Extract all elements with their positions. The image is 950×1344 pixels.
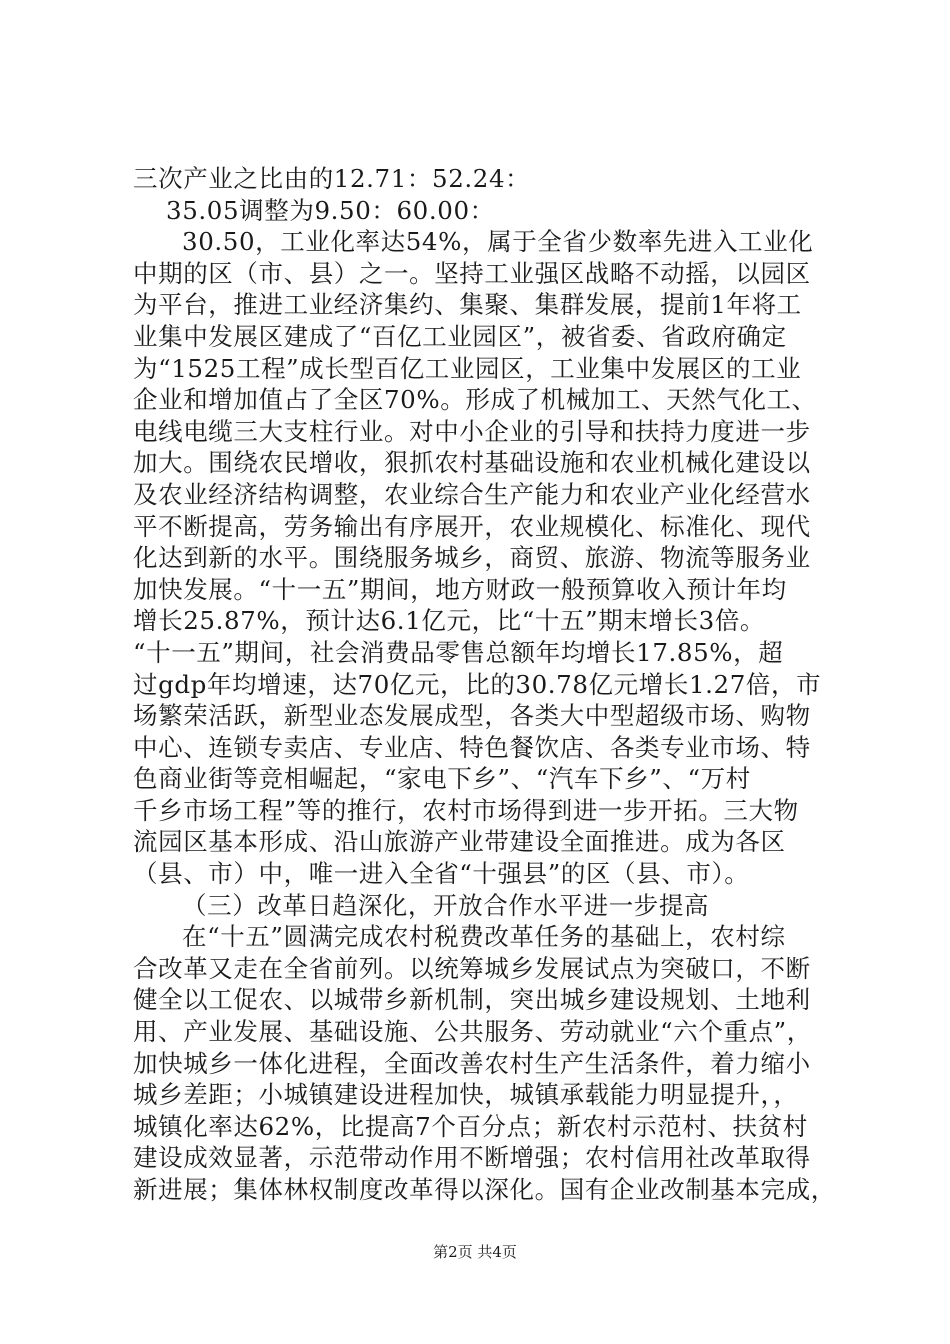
section-heading: （三）改革日趋深化，开放合作水平进一步提高 — [182, 890, 710, 920]
paragraph-start-line: 30.50，工业化率达54%，属于全省少数率先进入工业化 — [182, 227, 814, 257]
text-line: 增长25.87%，预计达6.1亿元，比“十五”期末增长3倍。 — [133, 606, 766, 636]
text-line: 场繁荣活跃，新型业态发展成型，各类大中型超级市场、购物 — [133, 701, 811, 731]
text-line: 为平台，推进工业经济集约、集聚、集群发展，提前1年将工 — [133, 290, 802, 320]
text-line: 三次产业之比由的12.71：52.24： — [133, 164, 531, 193]
text-line: 千乡市场工程”等的推行，农村市场得到进一步开拓。三大物 — [133, 795, 799, 825]
text-line: 健全以工促农、以城带乡新机制，突出城乡建设规划、土地利 — [133, 985, 811, 1015]
page-number-label: 第2页 共4页 — [433, 1243, 517, 1261]
text-line: 中期的区（市、县）之一。坚持工业强区战略不动摇，以园区 — [133, 258, 811, 288]
text-line: 新进展；集体林权制度改革得以深化。国有企业改制基本完成， — [133, 1175, 836, 1204]
text-line: 色商业街等竞相崛起，“家电下乡”、“汽车下乡”、“万村 — [133, 764, 751, 794]
paragraph-start-line: 在“十五”圆满完成农村税费改革任务的基础上，农村综 — [182, 922, 786, 952]
text-line: “十一五”期间，社会消费品零售总额年均增长17.85%，超 — [133, 637, 784, 667]
page-footer — [0, 1242, 950, 1262]
text-line: 为“1525工程”成长型百亿工业园区，工业集中发展区的工业 — [133, 353, 802, 383]
text-line: （县、市）中，唯一进入全省“十强县”的区（县、市）。 — [133, 859, 750, 889]
text-line: 电线电缆三大支柱行业。对中小企业的引导和扶持力度进一步 — [133, 416, 811, 446]
text-line: 企业和增加值占了全区70%。形成了机械加工、天然气化工、 — [133, 385, 817, 415]
text-line: 化达到新的水平。围绕服务城乡，商贸、旅游、物流等服务业 — [133, 543, 811, 573]
body-text — [133, 163, 843, 1206]
text-line: 加大。围绕农民增收，狠抓农村基础设施和农业机械化建设以 — [133, 448, 811, 478]
text-line: 平不断提高，劳务输出有序展开，农业规模化、标准化、现代 — [133, 511, 811, 541]
text-line: 35.05调整为9.50：60.00： — [166, 195, 495, 225]
text-line: 城镇化率达62%，比提高7个百分点；新农村示范村、扶贫村 — [133, 1111, 808, 1141]
text-line: 用、产业发展、基础设施、公共服务、劳动就业“六个重点”， — [133, 1017, 812, 1047]
text-line: 城乡差距；小城镇建设进程加快，城镇承载能力明显提升，， — [133, 1080, 799, 1110]
text-line: 及农业经济结构调整，农业综合生产能力和农业产业化经营水 — [133, 479, 811, 509]
text-line: 建设成效显著，示范带动作用不断增强；农村信用社改革取得 — [133, 1143, 811, 1173]
text-line: 流园区基本形成、沿山旅游产业带建设全面推进。成为各区 — [133, 827, 786, 857]
text-line: 加快发展。“十一五”期间，地方财政一般预算收入预计年均 — [133, 574, 787, 604]
text-line: 中心、连锁专卖店、专业店、特色餐饮店、各类专业市场、特 — [133, 732, 811, 762]
text-line: 过gdp年均增速，达70亿元，比的30.78亿元增长1.27倍，市 — [133, 669, 822, 699]
text-line: 加快城乡一体化进程，全面改善农村生产生活条件，着力缩小 — [133, 1048, 811, 1078]
text-line: 合改革又走在全省前列。以统筹城乡发展试点为突破口，不断 — [133, 953, 811, 983]
text-line: 业集中发展区建成了“百亿工业园区”，被省委、省政府确定 — [133, 321, 787, 351]
